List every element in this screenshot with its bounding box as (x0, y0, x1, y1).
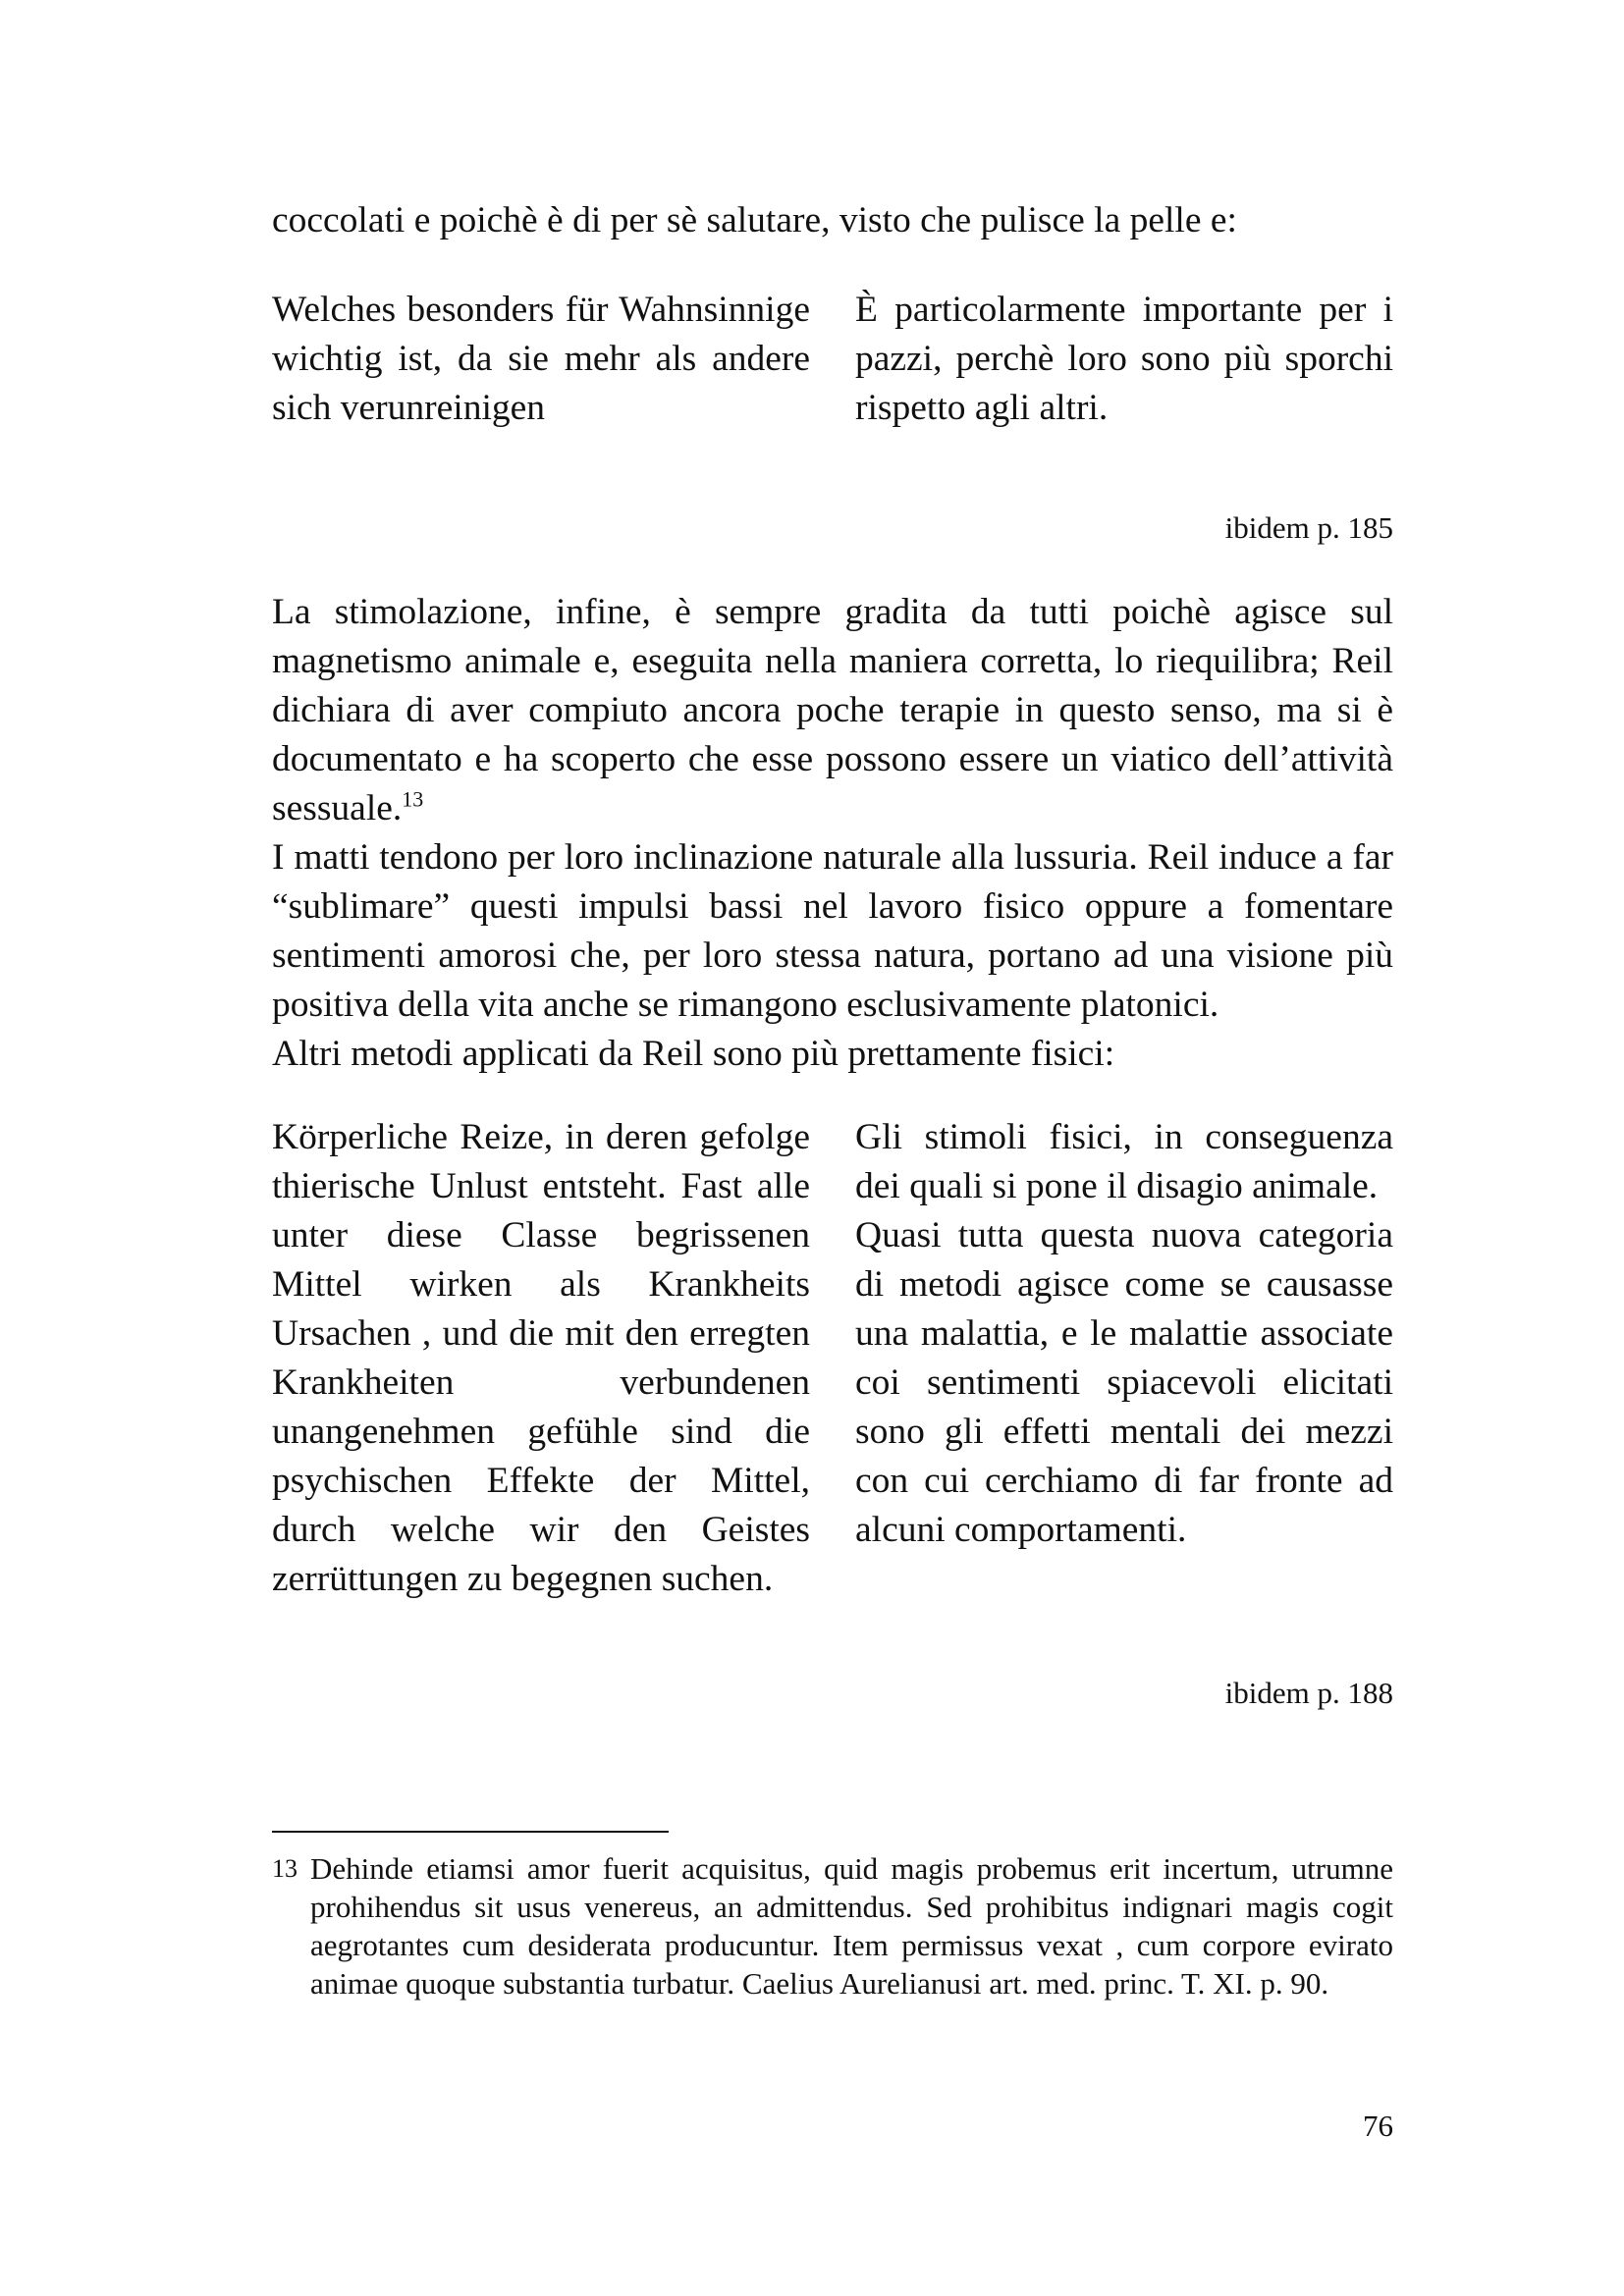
quote2-italian: Gli stimoli fisici, in conseguenza dei quali si pone il disagio animale. Quasi tutta questa nuova categoria di metodi agisce come se causasse una malattia, e le malattie associate coi sentimenti spiacevoli elicitati sono gli effetti mentali dei mezzi con cui cerchiamo di far fronte ad alcuni comportamenti. (855, 1117, 1393, 1550)
quote1-reference: ibidem p. 185 (1224, 510, 1393, 545)
body-paragraph-1: La stimolazione, infine, è sempre gradita da tutti poichè agisce sul magnetismo animale e, eseguita nella maniera corretta, lo riequilibra; Reil dichiara di aver compiuto ancora poche terapie in questo senso, ma si è documentato e ha scoperto che esse possono essere un viatico dell’attività sessuale.$^{13}$ (272, 592, 1393, 828)
footnote-mark: 13 (402, 786, 424, 812)
quote1-german: Welches besonders für Wahnsinnige wichtig ist, da sie mehr als andere sich verunreinigen (272, 290, 810, 428)
intro-line: coccolati e poichè è di per sè salutare, visto che pulisce la pelle e: (272, 200, 1237, 240)
page-number: 76 (1363, 2109, 1393, 2143)
quote2-reference: ibidem p. 188 (1224, 1676, 1393, 1710)
quote2-german: Körperliche Reize, in deren gefolge thierische Unlust entsteht. Fast alle unter diese Classe begrissenen Mittel wirken als Krankheits Ursachen , und die mit den erregten Krankheiten verbundenen unangenehmen gefühle sind die psychischen Effekte der Mittel, durch welche wir den Geistes zerrüttungen zu begegnen suchen. (272, 1117, 810, 1599)
body-text (272, 588, 1393, 1079)
footnote-number: 13 (272, 1854, 298, 1883)
quote1-columns (272, 286, 1393, 433)
footnote-text: Dehinde etiamsi amor fuerit acquisitus, quid magis probemus erit incertum, utrumne prohihendus sit usus venereus, an admittendus. Sed prohibitus indignari magis cogit aegrotantes cum desiderata producuntur. Item permissus vexat , cum corpore evirato animae quoque substantia turbatur. Caelius Aurelianusi art. med. princ. T. XI. p. 90. (310, 1851, 1393, 2001)
footnote-separator (272, 1831, 669, 1833)
body-paragraph-2: I matti tendono per loro inclinazione naturale alla lussuria. Reil induce a far “sublimare” questi impulsi bassi nel lavoro fisico oppure a fomentare sentimenti amorosi che, per loro stessa natura, portano ad una visione più positiva della vita anche se rimangono esclusivamente platonici. (272, 837, 1393, 1025)
quote1-italian: È particolarmente importante per i pazzi, perchè loro sono più sporchi rispetto agli altri. (855, 290, 1393, 428)
quote2-columns (272, 1113, 1393, 1604)
body-paragraph-3: Altri metodi applicati da Reil sono più prettamente fisici: (272, 1034, 1115, 1074)
footnote (272, 1849, 1393, 2002)
